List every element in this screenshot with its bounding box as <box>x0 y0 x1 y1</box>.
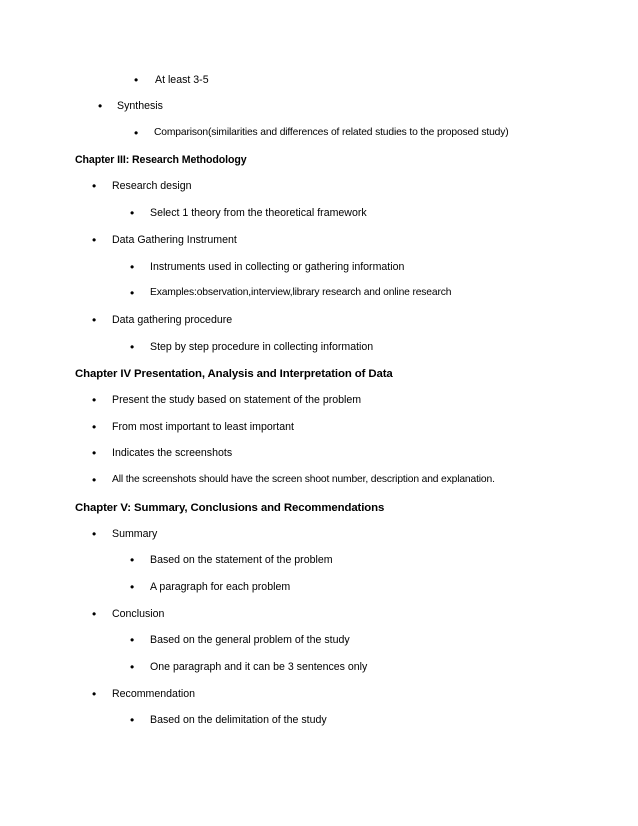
list-item-comparison: Comparison(similarities and differences of related studies to the proposed study) <box>154 127 509 138</box>
list-item-most-important: From most important to least important <box>112 421 294 433</box>
list-item-based-delimitation: Based on the delimitation of the study <box>150 714 327 726</box>
bullet-icon: • <box>92 179 97 193</box>
bullet-icon: • <box>130 580 135 594</box>
list-item-based-statement: Based on the statement of the problem <box>150 554 333 566</box>
bullet-icon: • <box>130 553 135 567</box>
list-item-at-least: At least 3-5 <box>155 74 209 86</box>
list-item-recommendation: Recommendation <box>112 688 196 700</box>
bullet-icon: • <box>92 313 97 327</box>
bullet-icon: • <box>130 286 135 300</box>
bullet-icon: • <box>92 420 97 434</box>
list-item-examples: Examples:observation,interview,library research and online research <box>150 287 452 298</box>
bullet-icon: • <box>92 607 97 621</box>
bullet-icon: • <box>130 206 135 220</box>
bullet-icon: • <box>92 527 97 541</box>
bullet-icon: • <box>92 687 97 701</box>
list-item-present-study: Present the study based on statement of the problem <box>112 394 362 406</box>
bullet-icon: • <box>130 633 135 647</box>
bullet-icon: • <box>92 233 97 247</box>
bullet-icon: • <box>134 126 139 140</box>
bullet-icon: • <box>98 99 103 113</box>
bullet-icon: • <box>130 660 135 674</box>
chapter-3-heading: Chapter III: Research Methodology <box>75 154 247 166</box>
bullet-icon: • <box>130 713 135 727</box>
list-item-instruments-used: Instruments used in collecting or gathering information <box>150 261 405 273</box>
list-item-paragraph-each: A paragraph for each problem <box>150 581 291 593</box>
list-item-conclusion: Conclusion <box>112 608 165 620</box>
list-item-step-by-step: Step by step procedure in collecting information <box>150 341 374 353</box>
list-item-synthesis: Synthesis <box>117 100 163 112</box>
list-item-based-general: Based on the general problem of the study <box>150 634 350 646</box>
list-item-all-screenshots: All the screenshots should have the screen shoot number, description and explanation. <box>112 474 495 485</box>
bullet-icon: • <box>92 446 97 460</box>
list-item-data-gathering-instrument: Data Gathering Instrument <box>112 234 237 246</box>
bullet-icon: • <box>130 340 135 354</box>
chapter-4-heading: Chapter IV Presentation, Analysis and Interpretation of Data <box>75 368 393 380</box>
list-item-summary: Summary <box>112 528 158 540</box>
bullet-icon: • <box>92 473 97 487</box>
bullet-icon: • <box>130 260 135 274</box>
list-item-data-gathering-procedure: Data gathering procedure <box>112 314 233 326</box>
list-item-research-design: Research design <box>112 180 192 192</box>
bullet-icon: • <box>134 73 139 87</box>
chapter-5-heading: Chapter V: Summary, Conclusions and Recommendations <box>75 502 385 514</box>
bullet-icon: • <box>92 393 97 407</box>
list-item-select-theory: Select 1 theory from the theoretical framework <box>150 207 367 219</box>
list-item-indicates-screenshots: Indicates the screenshots <box>112 447 233 459</box>
list-item-one-paragraph: One paragraph and it can be 3 sentences only <box>150 661 368 673</box>
